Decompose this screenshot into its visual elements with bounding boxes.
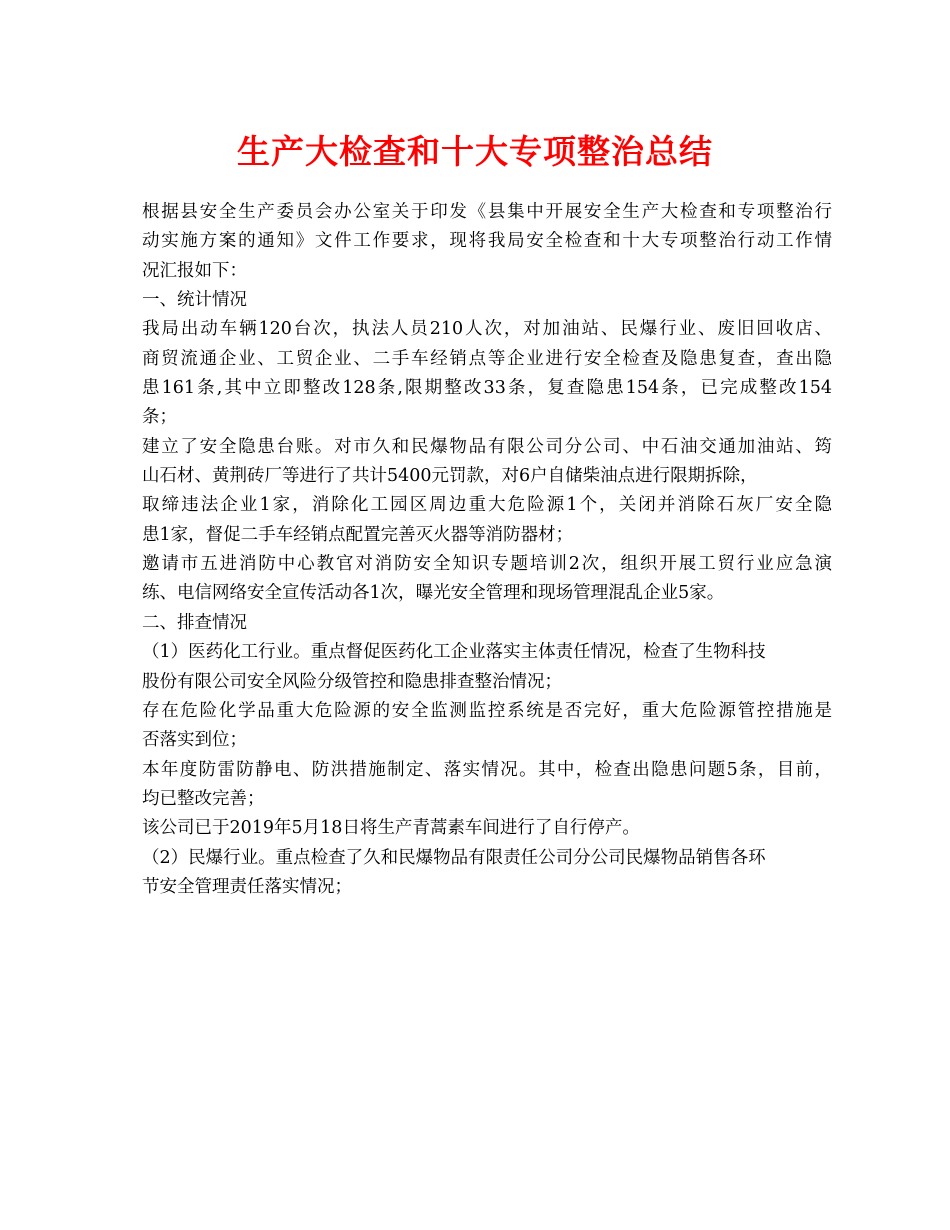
body-line: 该公司已于2019年5月18日将生产青蒿素车间进行了自行停产。 <box>142 818 640 839</box>
body-line: 我局出动车辆120台次，执法人员210人次，对加油站、民爆行业、废旧回收店、 <box>142 319 832 340</box>
body-line: 二、排查情况 <box>142 612 247 633</box>
body-line: 练、电信网络安全宣传活动各1次，曝光安全管理和现场管理混乱企业5家。 <box>142 583 725 604</box>
body-line: 根据县安全生产委员会办公室关于印发《县集中开展安全生产大检查和专项整治行 <box>142 202 832 222</box>
body-line: 否落实到位； <box>142 730 247 751</box>
body-line: 患161条,其中立即整改128条,限期整改33条，复查隐患154条，已完成整改154 <box>142 378 832 399</box>
body-line: 邀请市五进消防中心教官对消防安全知识专题培训2次，组织开展工贸行业应急演 <box>142 554 832 575</box>
body-line: 一、统计情况 <box>142 290 247 311</box>
body-line: 患1家，督促二手车经销点配置完善灭火器等消防器材； <box>142 524 574 545</box>
body-line: 存在危险化学品重大危险源的安全监测监控系统是否完好，重大危险源管控措施是 <box>142 700 832 721</box>
document-title: 生产大检查和十大专项整治总结 <box>237 132 713 171</box>
body-line: 取缔违法企业1家，消除化工园区周边重大危险源1个，关闭并消除石灰厂安全隐 <box>142 495 832 516</box>
body-line: 动实施方案的通知》文件工作要求，现将我局安全检查和十大专项整治行动工作情 <box>142 231 832 252</box>
body-line: 况汇报如下： <box>142 260 247 281</box>
body-line: 商贸流通企业、工贸企业、二手车经销点等企业进行安全检查及隐患复查，查出隐 <box>142 348 832 369</box>
body-line: 山石材、黄荆砖厂等进行了共计5400元罚款，对6户自储柴油点进行限期拆除， <box>142 466 758 487</box>
body-line: 股份有限公司安全风险分级管控和隐患排查整治情况； <box>142 671 562 692</box>
body-line: 条； <box>142 407 177 428</box>
body-line: 建立了安全隐患台账。对市久和民爆物品有限公司分公司、中石油交通加油站、筠 <box>142 436 832 457</box>
document-body <box>142 198 832 902</box>
body-line: 均已整改完善； <box>142 788 265 809</box>
body-line: （2）民爆行业。重点检查了久和民爆物品有限责任公司分公司民爆物品销售各环 <box>142 847 766 868</box>
body-line: （1）医药化工行业。重点督促医药化工企业落实主体责任情况，检查了生物科技 <box>142 642 766 663</box>
body-line: 本年度防雷防静电、防洪措施制定、落实情况。其中，检查出隐患问题5条，目前， <box>142 759 832 780</box>
body-line: 节安全管理责任落实情况； <box>142 876 352 897</box>
